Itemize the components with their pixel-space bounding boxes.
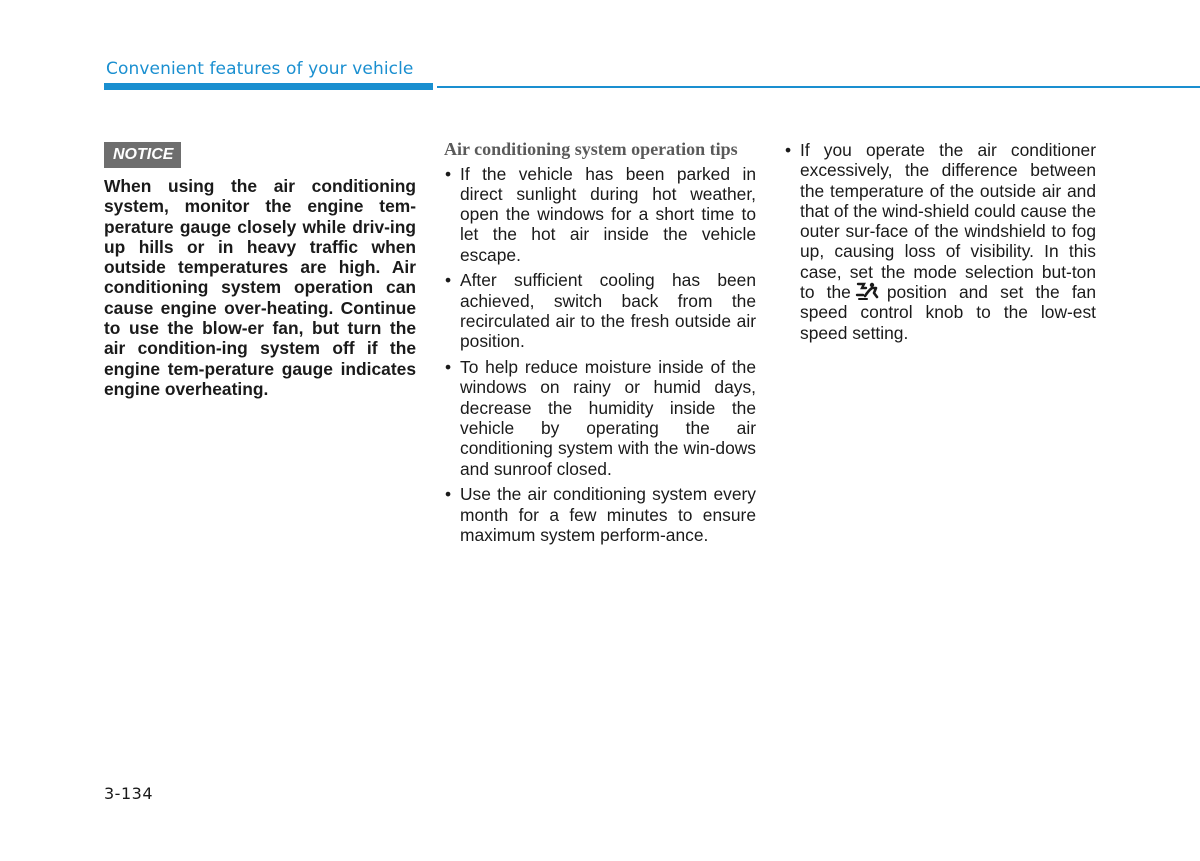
tips-list-continued bbox=[784, 140, 1096, 343]
tips-list bbox=[444, 164, 756, 546]
notice-column bbox=[104, 140, 416, 399]
tips-heading: Air conditioning system operation tips bbox=[444, 139, 738, 159]
tips-continued-column bbox=[784, 140, 1096, 348]
list-item: • If the vehicle has been parked in direct sunlight during hot weather, open the windows for a short time to let the hot air inside the vehicle escape. bbox=[444, 164, 756, 265]
floor-defrost-mode-icon bbox=[855, 282, 881, 300]
notice-text: When using the air conditioning system, monitor the engine tem-perature gauge closely while driv-ing up hills or in heavy traffic when outside temperatures are high. Air conditioning system operation can cause engine over-heating. Continue to use the blow-er fan, but turn the air condition-ing system off if the engine tem-perature gauge indicates engine overheating. bbox=[104, 176, 416, 399]
header-rule-thick bbox=[104, 83, 433, 90]
page-number: 3-134 bbox=[104, 784, 153, 803]
list-item bbox=[784, 140, 1096, 343]
section-title: Convenient features of your vehicle bbox=[106, 59, 414, 79]
list-item: • After sufficient cooling has been achieved, switch back from the recirculated air to the fresh outside air position. bbox=[444, 270, 756, 351]
list-item-text-after-icon: position and set the fan speed control knob to the low-est speed setting. bbox=[800, 282, 1096, 343]
list-item: • To help reduce moisture inside of the windows on rainy or humid days, decrease the humidity inside the vehicle by operating the air conditioning system with the win-dows and sunroof closed. bbox=[444, 357, 756, 479]
notice-badge: NOTICE bbox=[104, 142, 181, 168]
list-item-text-before-icon: If you operate the air conditioner excessively, the difference between the temperature of the outside air and that of the wind-shield could cause the outer sur-face of the windshield to fog up, causing loss of visibility. In this case, set the mode selection but-ton to the bbox=[800, 140, 1096, 303]
header-rule-thin bbox=[437, 86, 1200, 88]
tips-column bbox=[444, 140, 756, 551]
list-item: • Use the air conditioning system every month for a few minutes to ensure maximum system perform-ance. bbox=[444, 484, 756, 545]
